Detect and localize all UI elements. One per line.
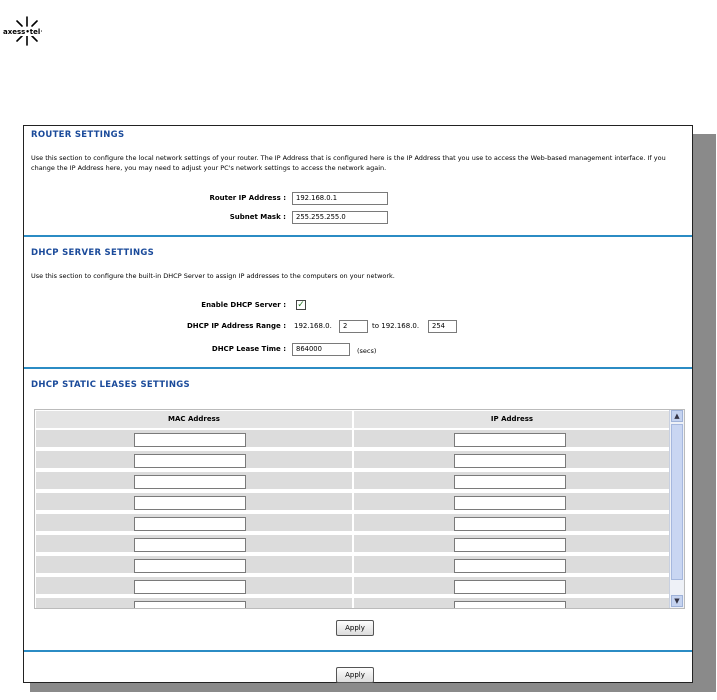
table-row [35, 513, 671, 532]
dhcp-server-title: DHCP SERVER SETTINGS [31, 248, 155, 258]
ip-column-header: IP Address [353, 410, 671, 429]
dhcp-range-to-text: to 192.168.0. [372, 322, 420, 330]
ip-address-input[interactable] [454, 454, 566, 468]
dhcp-server-description: Use this section to configure the built-in DHCP Server to assign IP addresses to the computers on your network. [31, 272, 395, 280]
scrollbar-thumb[interactable] [671, 424, 683, 580]
table-row [35, 534, 671, 553]
table-header-row [35, 410, 671, 429]
ip-address-input[interactable] [454, 433, 566, 447]
subnet-mask-input[interactable]: 255.255.255.0 [292, 211, 388, 224]
table-scrollbar[interactable] [669, 410, 684, 608]
router-ip-input[interactable]: 192.168.0.1 [292, 192, 388, 205]
mac-address-input[interactable] [134, 580, 246, 594]
dhcp-range-prefix: 192.168.0. [294, 322, 332, 330]
ip-address-input[interactable] [454, 475, 566, 489]
section-divider [24, 235, 692, 237]
table-row [35, 597, 671, 609]
ip-address-input[interactable] [454, 538, 566, 552]
table-row [35, 555, 671, 574]
logo [2, 14, 72, 50]
subnet-mask-label: Subnet Mask : [229, 213, 286, 221]
dhcp-lease-input[interactable]: 864000 [292, 343, 350, 356]
ip-address-input[interactable] [454, 601, 566, 609]
ip-address-input[interactable] [454, 559, 566, 573]
mac-address-input[interactable] [134, 433, 246, 447]
mac-address-input[interactable] [134, 538, 246, 552]
table-row [35, 471, 671, 490]
dhcp-range-start-input[interactable]: 2 [339, 320, 368, 333]
router-settings-title: ROUTER SETTINGS [31, 130, 125, 140]
logo-text: axess•tel [3, 28, 41, 36]
section-divider [24, 650, 692, 652]
dhcp-range-label: DHCP IP Address Range : [186, 322, 286, 330]
table-row [35, 576, 671, 595]
table-row [35, 450, 671, 469]
ip-address-input[interactable] [454, 496, 566, 510]
static-leases-title: DHCP STATIC LEASES SETTINGS [31, 380, 190, 390]
settings-panel [23, 125, 693, 683]
router-ip-label: Router IP Address : [209, 194, 286, 202]
mac-column-header: MAC Address [35, 410, 353, 429]
mac-address-input[interactable] [134, 475, 246, 489]
mac-address-input[interactable] [134, 517, 246, 531]
enable-dhcp-label: Enable DHCP Server : [201, 301, 286, 309]
mac-address-input[interactable] [134, 601, 246, 609]
dhcp-range-end-input[interactable]: 254 [428, 320, 457, 333]
scroll-up-icon[interactable]: ▲ [671, 410, 683, 422]
router-settings-description: Use this section to configure the local network settings of your router. The IP Address that is configured here is the IP Address that you use to access the Web-based management interface. If you change the IP Address here, you may need to adjust your PC's network settings to access the network again. [31, 154, 666, 172]
dhcp-lease-label: DHCP Lease Time : [211, 345, 286, 353]
table-row [35, 429, 671, 448]
mac-address-input[interactable] [134, 496, 246, 510]
enable-dhcp-checkbox[interactable]: ✓ [297, 300, 305, 310]
dhcp-lease-unit: (secs) [357, 347, 377, 355]
section-divider [24, 367, 692, 369]
ip-address-input[interactable] [454, 580, 566, 594]
static-leases-apply-button[interactable]: Apply [336, 620, 374, 636]
scroll-down-icon[interactable]: ▼ [671, 595, 683, 607]
mac-address-input[interactable] [134, 454, 246, 468]
table-row [35, 492, 671, 511]
mac-address-input[interactable] [134, 559, 246, 573]
ip-address-input[interactable] [454, 517, 566, 531]
apply-button[interactable]: Apply [336, 667, 374, 683]
static-leases-table [34, 409, 685, 609]
